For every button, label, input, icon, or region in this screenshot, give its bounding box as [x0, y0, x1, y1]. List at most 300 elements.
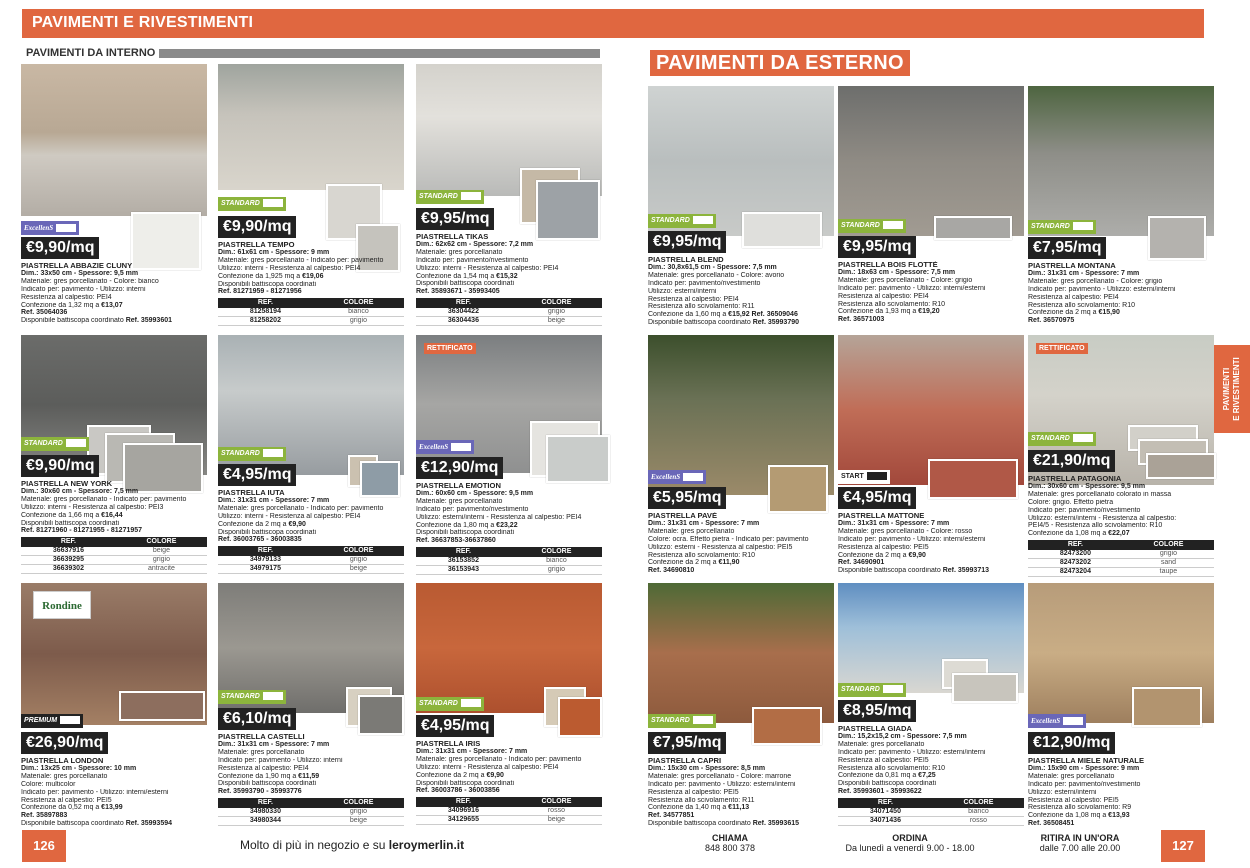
quality-level-icon [263, 199, 283, 207]
spec-line [648, 536, 834, 544]
ref-header: REF. [838, 798, 933, 808]
footer-call: CHIAMA 848 800 378 [700, 833, 760, 853]
quality-badge [1028, 432, 1096, 446]
spec-text: Disponibili battiscopa coordinati [218, 280, 317, 288]
product-info [1028, 757, 1214, 828]
ref-cell: 82473200 [1028, 550, 1123, 559]
product-card[interactable] [218, 64, 404, 325]
colore-header: COLORE [511, 298, 602, 308]
quality-level-icon [263, 692, 283, 700]
table-row [838, 817, 1024, 826]
spec-text: Disponibili battiscopa coordinati [218, 780, 317, 788]
product-info [1028, 262, 1214, 325]
spec-line [1028, 522, 1214, 530]
quality-level-icon [60, 716, 80, 724]
quality-level-icon [883, 221, 903, 229]
ref-cell: 36639302 [21, 565, 116, 574]
spec-line [648, 296, 834, 304]
spec-line [21, 512, 207, 520]
spec-line [416, 498, 602, 506]
spec-bold: Dim.: 15,2x15,2 cm - Spessore: 7,5 mm [838, 732, 967, 740]
spec-line [21, 270, 207, 278]
spec-line [1028, 773, 1214, 781]
table-row [416, 807, 602, 816]
spec-text: Resistenza al calpestio: PEI4 [218, 764, 309, 772]
product-name: PIASTRELLA BLEND [648, 256, 724, 264]
spec-text: Materiale: gres porcellanato - Colore: avorio [648, 271, 785, 279]
ref-table [416, 797, 602, 825]
spec-text: Materiale: gres porcellanato [648, 527, 735, 535]
spec-text: Colore: multicolor [21, 780, 76, 788]
table-row [1028, 550, 1214, 559]
page-number-right: 127 [1161, 830, 1205, 862]
spec-line [416, 249, 602, 257]
colore-cell: grigio [116, 556, 207, 565]
spec-bold: Ref. 35993594 [125, 820, 173, 828]
spec-line [648, 319, 834, 327]
spec-line [218, 780, 404, 788]
spec-line [218, 757, 404, 765]
spec-bold: Ref. 35993713 [942, 567, 990, 575]
spec-line [648, 789, 834, 797]
tile-swatch [358, 695, 404, 735]
ref-table-header [218, 546, 404, 556]
spec-text: Utilizzo: interni - Resistenza al calpestio: PEI4 [416, 763, 559, 771]
product-card[interactable] [648, 86, 834, 326]
spec-bold: €13,93 [1108, 812, 1130, 820]
page-header [22, 9, 1204, 38]
spec-line [1028, 483, 1214, 491]
quality-badge-label: STANDARD [1031, 223, 1070, 230]
product-card[interactable] [648, 335, 834, 575]
table-row [416, 566, 602, 575]
quality-badge-label: STANDARD [221, 450, 260, 457]
spec-bold: Ref. 36637853-36637860 [416, 537, 496, 545]
spec-text: Materiale: gres porcellanato - Colore: rosso [838, 527, 973, 535]
table-row [838, 808, 1024, 817]
spec-text: Confezione da 1,08 mq a [1028, 812, 1109, 820]
spec-text: Utilizzo: esterni/interni - Resistenza al calpestio: [1028, 514, 1177, 522]
product-card[interactable] [21, 335, 207, 575]
spec-text: Indicato per: pavimento - Utilizzo: esterni/interni [648, 780, 796, 788]
spec-line [416, 772, 602, 780]
spec-bold: €13,07 [101, 301, 123, 309]
spec-bold: Ref. 36571003 [838, 316, 885, 324]
price-tag: €5,95/mq [648, 487, 726, 509]
spec-bold: €9,90 [486, 771, 504, 779]
quality-badge-label: STANDARD [419, 193, 458, 200]
spec-text: Materiale: gres porcellanato - Colore: grigio [1028, 277, 1163, 285]
quality-level-icon [693, 216, 713, 224]
product-photo[interactable] [648, 583, 834, 723]
spec-text: Resistenza al calpestio: PEI5 [21, 796, 112, 804]
spec-line [218, 288, 404, 296]
price-tag: €9,95/mq [648, 231, 726, 253]
price-tag: €7,95/mq [648, 732, 726, 754]
ref-cell: 34071450 [838, 808, 933, 817]
quality-badge-label: ExcellenS [24, 224, 54, 232]
table-row [218, 317, 404, 326]
product-card[interactable] [838, 583, 1024, 823]
quality-level-icon [451, 443, 471, 451]
ref-table-header [1028, 540, 1214, 550]
spec-text: Confezione da 1,08 mq a [1028, 530, 1109, 538]
spec-line [416, 787, 602, 795]
ref-table-header [416, 547, 602, 557]
colore-header: COLORE [511, 797, 602, 807]
spec-line [416, 780, 602, 788]
spec-line [218, 257, 404, 265]
quality-badge-label: STANDARD [419, 700, 458, 707]
product-info [416, 740, 602, 825]
quality-badge [648, 470, 706, 484]
spec-line [21, 804, 207, 812]
spec-line [838, 741, 1024, 749]
spec-line [218, 505, 404, 513]
product-card[interactable] [21, 583, 207, 828]
spec-line [416, 514, 602, 522]
product-info [416, 233, 602, 326]
quality-level-icon [1073, 434, 1093, 442]
spec-text: Confezione da 1,925 mq a [218, 272, 303, 280]
ref-cell: 81258202 [218, 317, 313, 326]
spec-bold: Dim.: 18x63 cm - Spessore: 7,5 mm [838, 268, 956, 276]
spec-line [838, 552, 1024, 560]
product-info [21, 262, 207, 325]
spec-text: Utilizzo: interni - Resistenza al calpestio: PEI4 [218, 512, 361, 520]
spec-line [21, 496, 207, 504]
spec-line [1028, 820, 1214, 828]
ref-cell: 36304422 [416, 308, 511, 317]
quality-badge-label: STANDARD [651, 217, 690, 224]
quality-badge [21, 714, 83, 728]
spec-line [218, 521, 404, 529]
side-tab-label: PAVIMENTI E RIVESTIMENTI [1221, 357, 1241, 421]
colore-cell: grigio [313, 556, 404, 565]
spec-line [648, 288, 834, 296]
spec-text: Disponibile battiscopa coordinato [21, 317, 126, 325]
ref-table [416, 298, 602, 326]
spec-text: Confezione da 2 mq a [648, 559, 719, 567]
product-name: PIASTRELLA GIADA [838, 725, 912, 733]
ref-table-header [416, 298, 602, 308]
spec-line [1028, 797, 1214, 805]
table-row [21, 565, 207, 574]
spec-line [838, 772, 1024, 780]
ref-header: REF. [218, 298, 313, 308]
ref-cell: 36153943 [416, 566, 511, 575]
spec-text: Colore: grigio. Effetto pietra [1028, 498, 1114, 506]
spec-text: Disponibili battiscopa coordinati [416, 280, 515, 288]
spec-text: Materiale: gres porcellanato [1028, 772, 1115, 780]
spec-line [648, 765, 834, 773]
spec-text: Indicato per: pavimento/rivestimento [648, 279, 761, 287]
colore-cell: beige [313, 817, 404, 826]
spec-line [1028, 270, 1214, 278]
spec-line [838, 536, 1024, 544]
spec-line [21, 765, 207, 773]
ref-table [1028, 540, 1214, 577]
ref-header: REF. [21, 537, 116, 547]
quality-level-icon [867, 472, 887, 480]
product-card[interactable] [416, 64, 602, 325]
ref-cell: 82473204 [1028, 568, 1123, 577]
spec-text: Disponibili battiscopa coordinati [218, 528, 317, 536]
product-card[interactable] [416, 335, 602, 575]
spec-bold: €11,59 [298, 772, 320, 780]
spec-text: Materiale: gres porcellanato [21, 772, 108, 780]
spec-bold: Dim.: 31x31 cm - Spessore: 7 mm [838, 519, 950, 527]
footer-pickup: RITIRA IN UN'ORA dalle 7.00 alle 20.00 [1039, 833, 1121, 853]
price-tag: €9,90/mq [21, 455, 99, 477]
product-card[interactable] [218, 335, 404, 575]
spec-text: Confezione da 0,52 mq a [21, 804, 102, 812]
spec-line [648, 804, 834, 812]
spec-line [218, 265, 404, 273]
section-divider [157, 49, 600, 58]
spec-text: Materiale: gres porcellanato [416, 248, 503, 256]
quality-badge-label: ExcellenS [651, 473, 681, 481]
product-name: PIASTRELLA EMOTION [416, 482, 501, 490]
product-card[interactable] [648, 583, 834, 828]
spec-bold: Ref. 34577851 [648, 812, 695, 820]
spec-text: Disponibile battiscopa coordinato [648, 820, 753, 828]
quality-badge-label: STANDARD [841, 222, 880, 229]
price-tag: €6,10/mq [218, 708, 296, 730]
spec-text: Resistenza allo scivolamento: R11 [648, 303, 755, 311]
ref-cell: 34980330 [218, 808, 313, 817]
quality-badge-label: ExcellenS [1031, 717, 1061, 725]
quality-badge-label: START [841, 473, 864, 480]
spec-text: Confezione da 1,54 mq a [416, 272, 497, 280]
spec-text: Disponibili battiscopa coordinati [838, 780, 937, 788]
tile-swatch [1148, 216, 1206, 260]
spec-text: Resistenza allo scivolamento: R10 [1028, 301, 1135, 309]
quality-badge [21, 221, 79, 235]
spec-line [1028, 309, 1214, 317]
colore-cell: bianco [933, 808, 1024, 817]
spec-text: Materiale: gres porcellanato - Colore: bianco [21, 277, 159, 285]
price-tag: €21,90/mq [1028, 450, 1115, 472]
spec-text: Confezione da 0,81 mq a [838, 772, 919, 780]
quality-badge [218, 197, 286, 211]
spec-text: Resistenza al calpestio: PEI5 [838, 543, 929, 551]
quality-badge [648, 214, 716, 228]
spec-bold: Dim.: 13x25 cm - Spessore: 10 mm [21, 764, 137, 772]
spec-line [648, 567, 834, 575]
spec-text: Colore: ocra. Effetto pietra - Indicato per: pavimento [648, 535, 809, 543]
spec-bold: Dim.: 30x60 cm - Spessore: 9,5 mm [1028, 482, 1146, 490]
ref-cell: 36304436 [416, 317, 511, 326]
tile-swatch [934, 216, 1012, 240]
spec-line [416, 506, 602, 514]
ref-table-header [416, 797, 602, 807]
spec-bold: Ref. 36570975 [1028, 317, 1075, 325]
spec-line [648, 797, 834, 805]
ref-header: REF. [218, 546, 313, 556]
spec-line [218, 773, 404, 781]
spec-text: Indicato per: pavimento - Utilizzo: interni/esterni [838, 284, 986, 292]
spec-line [838, 567, 1024, 575]
spec-bold: Dim.: 31x31 cm - Spessore: 7 mm [416, 747, 528, 755]
product-name: PIASTRELLA IRIS [416, 740, 481, 748]
product-card[interactable] [218, 583, 404, 823]
ref-header: REF. [218, 798, 313, 808]
spec-line [416, 537, 602, 545]
page-number-left: 126 [22, 830, 66, 862]
spec-text: Disponibili battiscopa coordinati [21, 519, 120, 527]
product-info [218, 489, 404, 574]
product-name: PIASTRELLA NEW YORK [21, 480, 113, 488]
spec-text: Resistenza al calpestio: PEI4 [648, 295, 739, 303]
product-card[interactable] [1028, 583, 1214, 828]
product-card[interactable] [416, 583, 602, 823]
spec-line [648, 781, 834, 789]
quality-badge [838, 683, 906, 697]
price-tag: €4,95/mq [838, 487, 916, 509]
spec-line [838, 316, 1024, 324]
table-row [416, 317, 602, 326]
product-card[interactable] [1028, 86, 1214, 326]
spec-line [648, 272, 834, 280]
product-name: PIASTRELLA MIELE NATURALE [1028, 757, 1145, 765]
section-interno-title: PAVIMENTI DA INTERNO [22, 47, 159, 60]
spec-bold: Ref. 34690901 [838, 559, 885, 567]
spec-text: Indicato per: pavimento/rivestimento [1028, 780, 1141, 788]
spec-line [21, 488, 207, 496]
quality-badge-label: STANDARD [221, 200, 260, 207]
spec-bold: Dim.: 62x62 cm - Spessore: 7,2 mm [416, 240, 534, 248]
quality-badge [838, 470, 890, 484]
quality-badge [1028, 714, 1086, 728]
spec-line [838, 749, 1024, 757]
product-name: PIASTRELLA PATAGONIA [1028, 475, 1122, 483]
product-info [648, 757, 834, 828]
colore-header: COLORE [313, 798, 404, 808]
phone-number[interactable]: 848 800 378 [704, 843, 756, 853]
product-card[interactable] [21, 64, 207, 325]
spec-line [648, 311, 834, 319]
spec-line [838, 528, 1024, 536]
quality-level-icon [883, 685, 903, 693]
product-photo[interactable] [218, 64, 404, 190]
spec-bold: €13,99 [101, 804, 123, 812]
ref-cell: 34096916 [416, 807, 511, 816]
spec-text: Utilizzo: esterni/interni [1028, 788, 1097, 796]
spec-line [1028, 804, 1214, 812]
colore-cell: rosso [511, 807, 602, 816]
tile-swatch [119, 691, 205, 721]
quality-badge-label: STANDARD [1031, 435, 1070, 442]
spec-line [838, 293, 1024, 301]
rondine-logo: Rondine [33, 591, 91, 619]
colore-cell: beige [313, 565, 404, 574]
ref-cell: 36639295 [21, 556, 116, 565]
spec-line [416, 241, 602, 249]
spec-line [648, 544, 834, 552]
product-name: PIASTRELLA LONDON [21, 757, 104, 765]
spec-text: Disponibile battiscopa coordinato [21, 820, 126, 828]
table-row [1028, 568, 1214, 577]
product-card[interactable] [838, 335, 1024, 575]
spec-bold: Ref. 35897883 [21, 812, 68, 820]
product-photo[interactable] [838, 86, 1024, 236]
spec-bold: Ref. 35993601 - 35993622 [838, 788, 922, 796]
product-name: PIASTRELLA PAVÈ [648, 512, 718, 520]
colore-cell: grigio [313, 317, 404, 326]
spec-text: Materiale: gres porcellanato - Indicato per: pavimento [218, 256, 384, 264]
spec-bold: Dim.: 31x31 cm - Spessore: 7 mm [1028, 269, 1140, 277]
spec-line [838, 765, 1024, 773]
spec-bold: Ref. 36003765 - 36003835 [218, 536, 302, 544]
colore-cell: grigio [313, 808, 404, 817]
ref-cell: 34129655 [416, 816, 511, 825]
table-row [218, 308, 404, 317]
spec-bold: Dim.: 61x61 cm - Spessore: 9 mm [218, 248, 330, 256]
spec-text: Indicato per: pavimento - Utilizzo: esterni/interni [1028, 285, 1176, 293]
spec-text: Materiale: gres porcellanato [218, 748, 305, 756]
price-tag: €9,90/mq [218, 216, 296, 238]
spec-line [218, 529, 404, 537]
website-link[interactable]: leroymerlin.it [388, 838, 465, 852]
spec-line [838, 285, 1024, 293]
colore-cell: beige [511, 317, 602, 326]
ref-cell: 34979133 [218, 556, 313, 565]
product-photo[interactable] [1028, 86, 1214, 236]
ref-header: REF. [416, 298, 511, 308]
colore-header: COLORE [313, 546, 404, 556]
ref-table-header [218, 298, 404, 308]
colore-cell: taupe [1123, 568, 1214, 577]
quality-badge-label: STANDARD [221, 693, 260, 700]
spec-line [648, 528, 834, 536]
product-name: PIASTRELLA CAPRI [648, 757, 722, 765]
spec-bold: €11,13 [728, 804, 750, 812]
spec-line [218, 249, 404, 257]
tile-swatch [536, 180, 600, 240]
spec-text: Utilizzo: esterni - Resistenza al calpestio: PEI5 [648, 543, 793, 551]
spec-line [218, 788, 404, 796]
spec-text: Materiale: gres porcellanato [416, 497, 503, 505]
spec-bold: Ref. 35893671 - 35993405 [416, 288, 500, 296]
spec-line [218, 513, 404, 521]
spec-text: Confezione da 1,60 mq a [648, 311, 729, 319]
section-interno-heading [22, 47, 600, 60]
product-card[interactable] [838, 86, 1024, 326]
spec-text: Indicato per: pavimento/rivestimento [416, 505, 529, 513]
spec-line [838, 544, 1024, 552]
colore-cell: bianco [511, 557, 602, 566]
price-tag: €4,95/mq [416, 715, 494, 737]
colore-cell: antracite [116, 565, 207, 574]
product-info [416, 482, 602, 575]
spec-text: Materiale: gres porcellanato [838, 740, 925, 748]
product-card[interactable] [1028, 335, 1214, 575]
spec-line [838, 301, 1024, 309]
quality-badge [416, 190, 484, 204]
spec-bold: Dim.: 33x50 cm - Spessore: 9,5 mm [21, 269, 139, 277]
price-tag: €9,90/mq [21, 237, 99, 259]
spec-line [838, 269, 1024, 277]
product-photo[interactable] [21, 64, 207, 216]
spec-bold: €22,07 [1108, 530, 1130, 538]
ref-table [838, 798, 1024, 826]
product-name: PIASTRELLA ABBAZIE CLUNY [21, 262, 133, 270]
spec-bold: Dim.: 31x31 cm - Spessore: 7 mm [218, 740, 330, 748]
quality-badge-label: PREMIUM [24, 717, 58, 724]
spec-text: Resistenza al calpestio: PEI5 [838, 756, 929, 764]
product-name: PIASTRELLA MONTANA [1028, 262, 1116, 270]
